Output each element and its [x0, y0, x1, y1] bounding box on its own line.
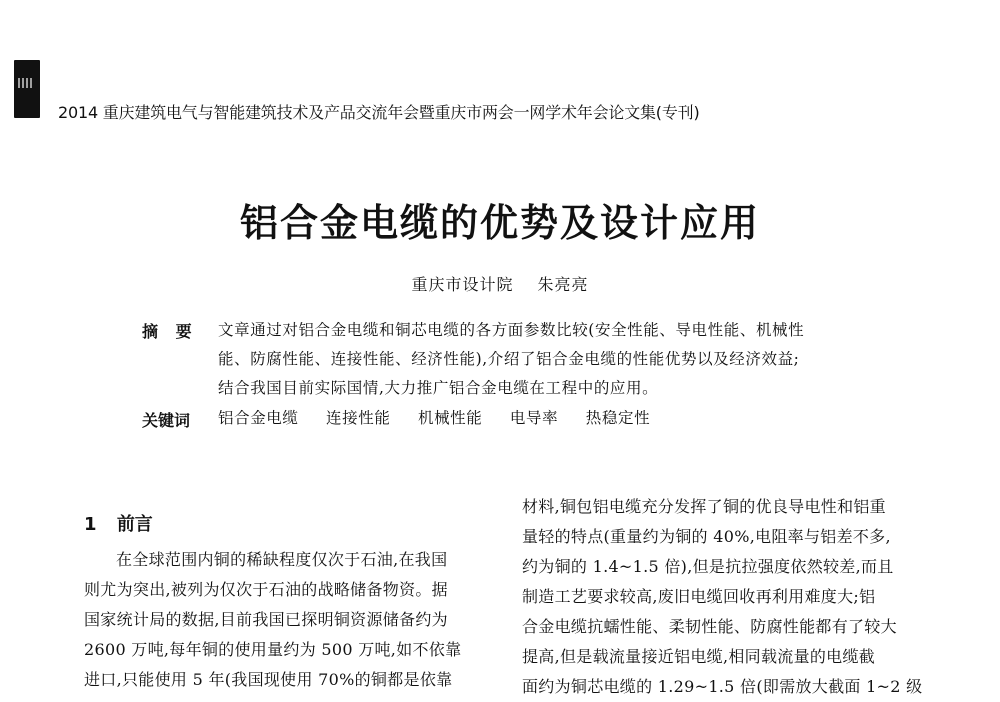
body-column-left [84, 545, 489, 695]
keyword: 机械性能 [417, 409, 483, 427]
body-line: 合金电缆抗蠕性能、柔韧性能、防腐性能都有了较大 [522, 617, 897, 636]
abstract-line: 结合我国目前实际国情,大力推广铝合金电缆在工程中的应用。 [218, 379, 659, 397]
section-number: 1 [84, 514, 97, 535]
abstract-text [218, 316, 918, 403]
affiliation: 重庆市设计院 [411, 275, 514, 294]
body-line: 面约为铜芯电缆的 1.29~1.5 倍(即需放大截面 1~2 级 [522, 677, 923, 696]
keyword: 电导率 [509, 409, 559, 427]
running-header: 2014 重庆建筑电气与智能建筑技术及产品交流年会暨重庆市两会一网学术年会论文集(专刊) [58, 103, 700, 122]
body-line: 则尤为突出,被列为仅次于石油的战略储备物资。据 [84, 580, 448, 599]
abstract-label: 摘 要 [142, 322, 198, 341]
body-line: 量轻的特点(重量约为铜的 40%,电阻率与铝差不多, [522, 527, 891, 546]
body-line: 材料,铜包铝电缆充分发挥了铜的优良导电性和铝重 [522, 497, 886, 516]
body-line: 约为铜的 1.4~1.5 倍),但是抗拉强度依然较差,而且 [522, 557, 894, 576]
page-corner-mark [14, 60, 40, 118]
author-name: 朱亮亮 [537, 275, 589, 294]
abstract-line: 文章通过对铝合金电缆和铜芯电缆的各方面参数比较(安全性能、导电性能、机械性 [218, 321, 805, 339]
body-column-right [522, 492, 942, 702]
abstract-line: 能、防腐性能、连接性能、经济性能),介绍了铝合金电缆的性能优势以及经济效益; [218, 350, 800, 368]
section-heading [84, 510, 153, 536]
paper-title: 铝合金电缆的优势及设计应用 [239, 201, 760, 245]
body-line: 进口,只能使用 5 年(我国现使用 70%的铜都是依靠 [84, 670, 453, 689]
body-line: 国家统计局的数据,目前我国已探明铜资源储备约为 [84, 610, 448, 629]
body-line: 2600 万吨,每年铜的使用量约为 500 万吨,如不依靠 [84, 640, 462, 659]
keyword: 铝合金电缆 [218, 409, 299, 427]
body-line: 提高,但是载流量接近铝电缆,相同载流量的电缆截 [522, 647, 876, 666]
section-title: 前言 [116, 514, 153, 535]
keyword: 热稳定性 [585, 409, 651, 427]
body-line: 制造工艺要求较高,废旧电缆回收再利用难度大;铝 [522, 587, 876, 606]
keyword: 连接性能 [326, 409, 391, 427]
keywords-list [218, 406, 650, 428]
author-line [0, 272, 1000, 295]
body-line: 在全球范围内铜的稀缺程度仅次于石油,在我国 [116, 550, 448, 569]
keywords-label: 关键词 [142, 411, 191, 430]
